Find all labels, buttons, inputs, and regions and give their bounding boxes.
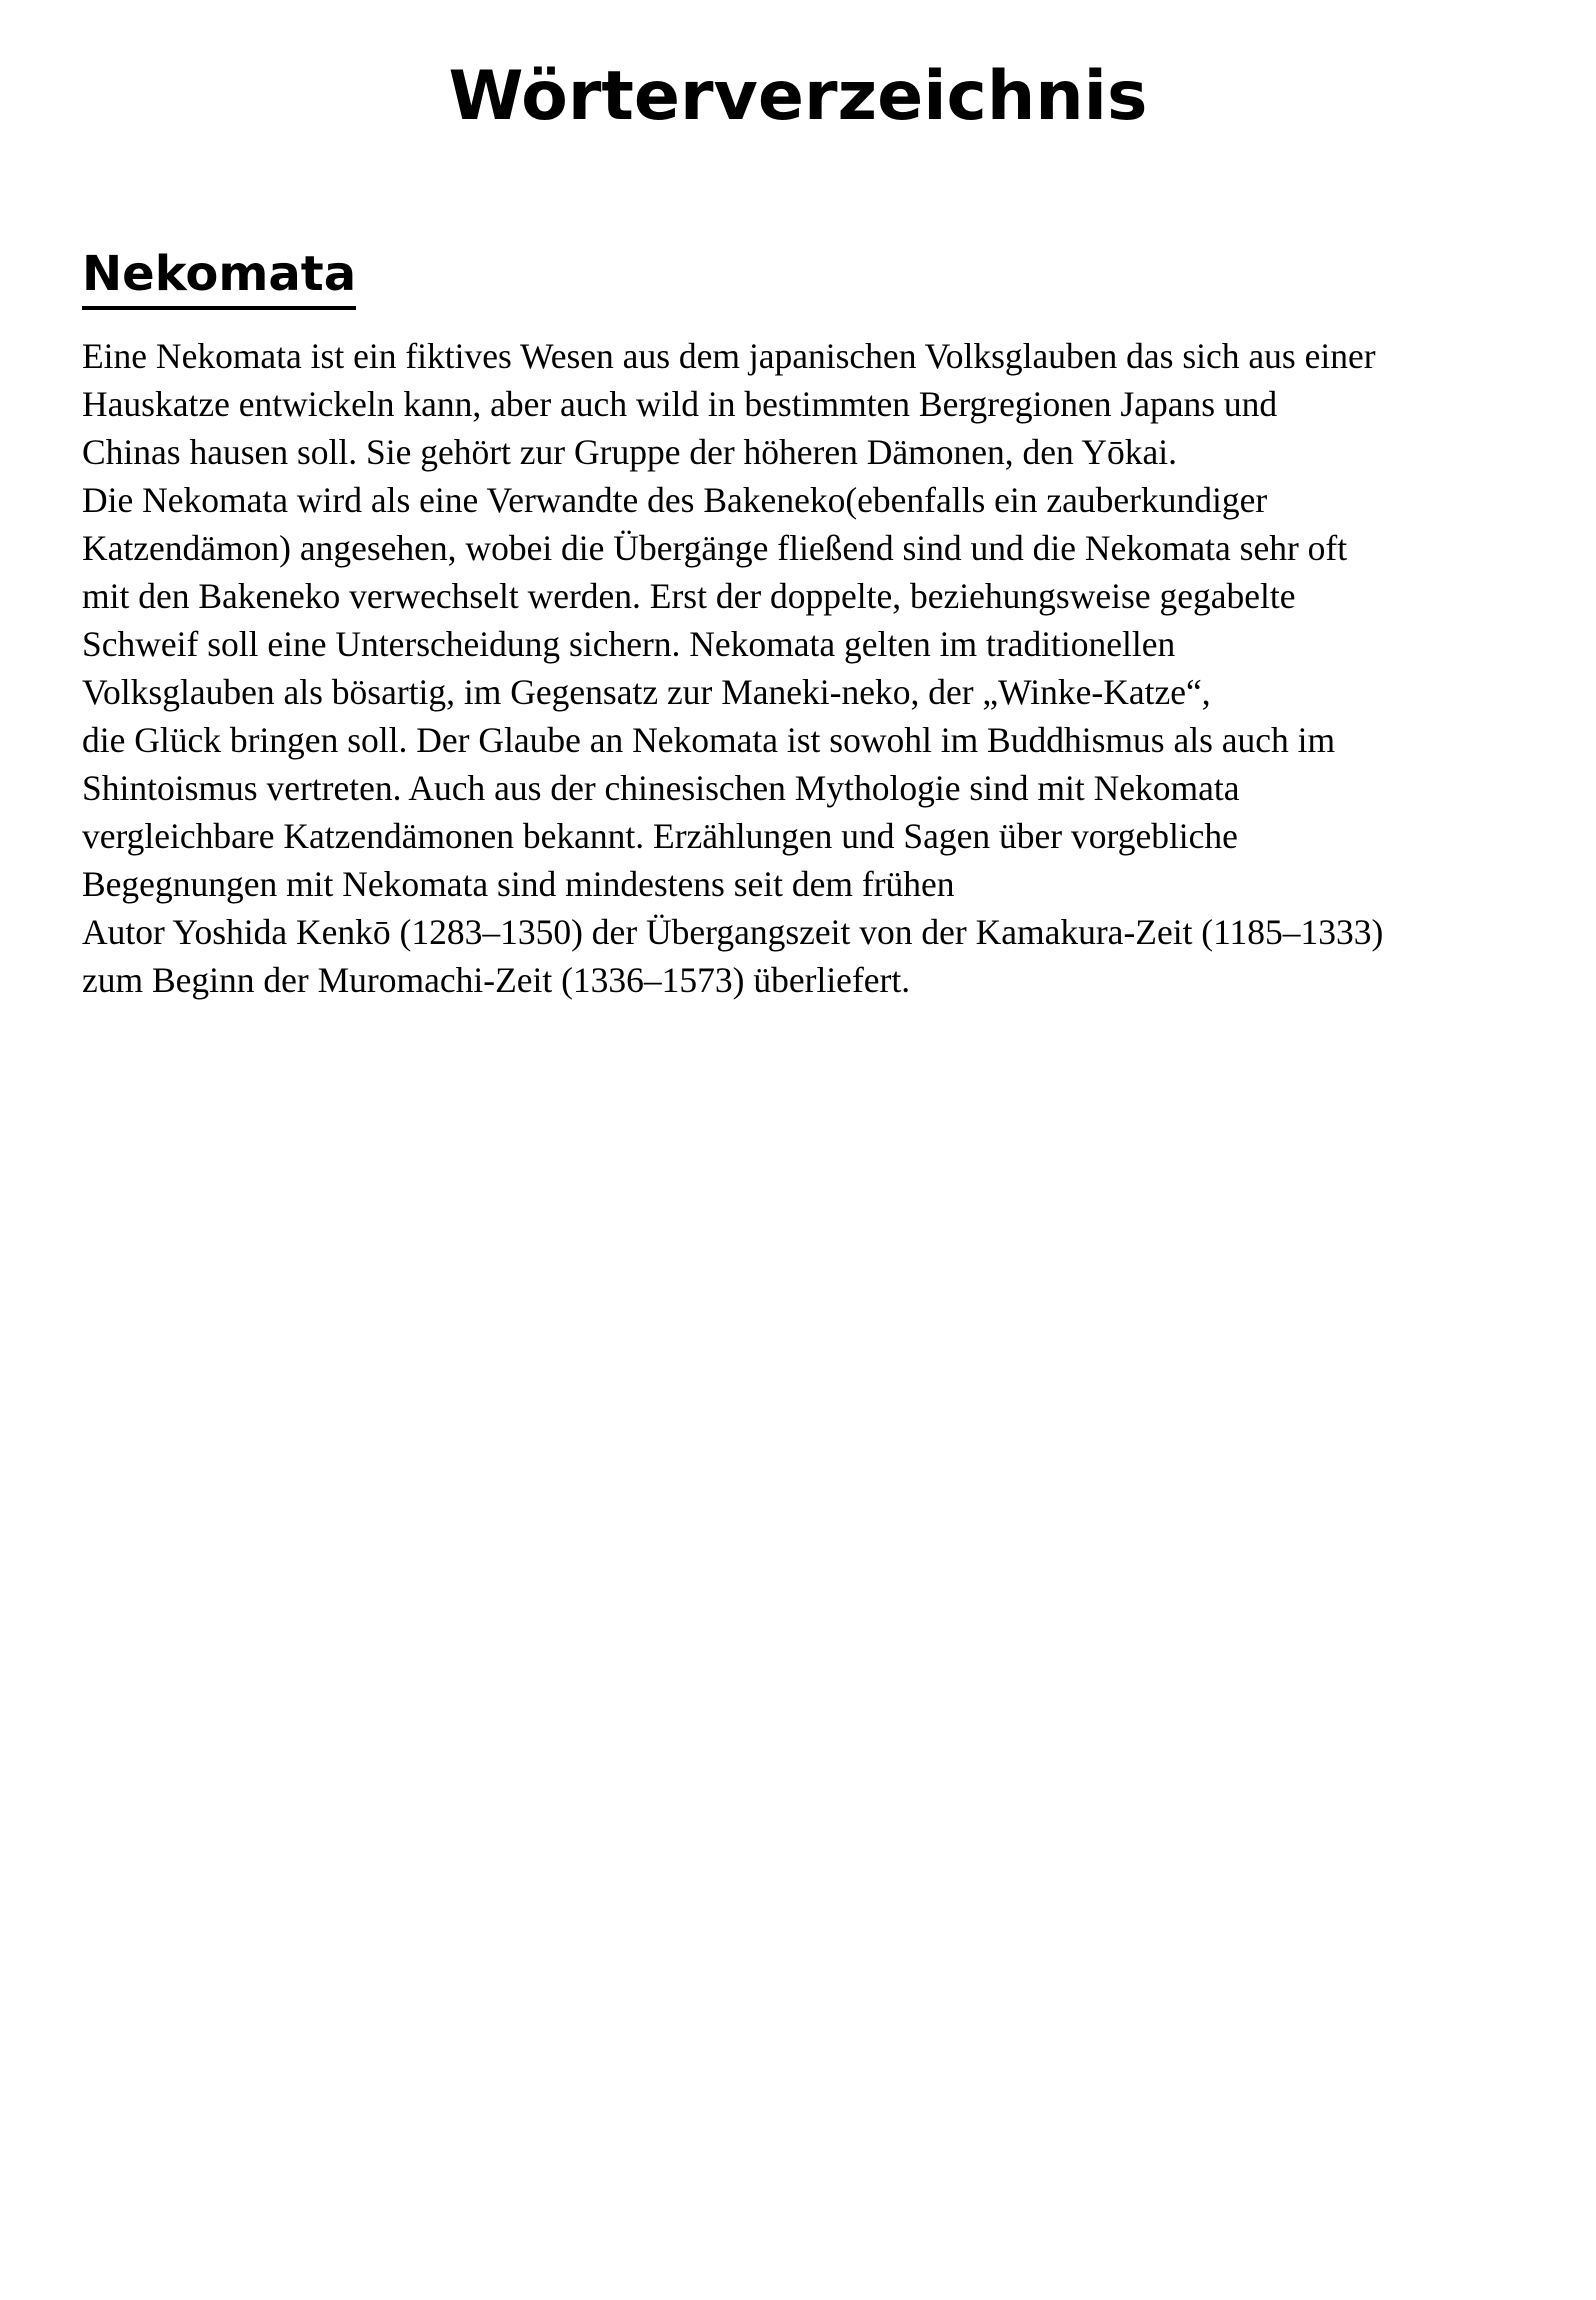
body-line: vergleichbare Katzendämonen bekannt. Erzählungen und Sagen über vorgebliche	[82, 816, 1238, 856]
body-line: Chinas hausen soll. Sie gehört zur Gruppe der höheren Dämonen, den Yōkai.	[82, 432, 1177, 472]
body-line: die Glück bringen soll. Der Glaube an Nekomata ist sowohl im Buddhismus als auch im	[82, 720, 1336, 760]
body-line: Volksglauben als bösartig, im Gegensatz zur Maneki-neko, der „Winke-Katze“,	[82, 672, 1211, 712]
body-line: Begegnungen mit Nekomata sind mindestens seit dem frühen	[82, 864, 955, 904]
body-line: Shintoismus vertreten. Auch aus der chinesischen Mythologie sind mit Nekomata	[82, 768, 1240, 808]
body-line: Autor Yoshida Kenkō (1283–1350) der Übergangszeit von der Kamakura-Zeit (1185–1333)	[82, 912, 1384, 952]
entry-body	[82, 332, 1562, 1004]
body-line: mit den Bakeneko verwechselt werden. Erst der doppelte, beziehungsweise gegabelte	[82, 576, 1296, 616]
body-line: Schweif soll eine Unterscheidung sichern. Nekomata gelten im traditionellen	[82, 624, 1176, 664]
page-title: Wörterverzeichnis	[448, 57, 1148, 136]
body-line: Katzendämon) angesehen, wobei die Übergänge fließend sind und die Nekomata sehr oft	[82, 528, 1348, 568]
body-line: Eine Nekomata ist ein fiktives Wesen aus dem japanischen Volksglauben das sich aus einer	[82, 336, 1376, 376]
body-line: Hauskatze entwickeln kann, aber auch wild in bestimmten Bergregionen Japans und	[82, 384, 1278, 424]
body-line: Die Nekomata wird als eine Verwandte des Bakeneko(ebenfalls ein zauberkundiger	[82, 480, 1268, 520]
entry-heading-text: Nekomata	[82, 244, 356, 310]
body-line: zum Beginn der Muromachi-Zeit (1336–1573) überliefert.	[82, 960, 911, 1000]
entry-heading	[82, 244, 356, 310]
